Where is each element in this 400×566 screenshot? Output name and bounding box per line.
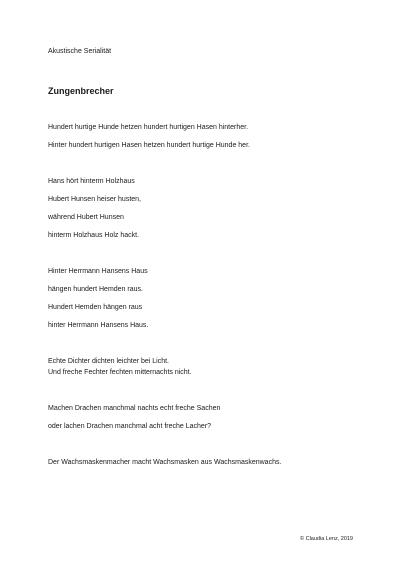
verse-line: Der Wachsmaskenmacher macht Wachsmasken aus Wachsmaskenwachs.: [48, 459, 282, 466]
verse-line: oder lachen Drachen manchmal acht freche Lacher?: [48, 423, 212, 430]
verse-line: während Hubert Hunsen: [48, 214, 124, 221]
verse-line: Hubert Hunsen heiser husten,: [48, 196, 141, 203]
verse-line: Echte Dichter dichten leichter bei Licht.: [48, 358, 170, 365]
verse-line: Und freche Fechter fechten mitternachts nicht.: [48, 369, 192, 376]
verse-line: Machen Drachen manchmal nachts echt freche Sachen: [48, 405, 221, 412]
verse-line: Hans hört hinterm Holzhaus: [48, 178, 135, 185]
verse-line: hängen hundert Hemden raus.: [48, 286, 143, 293]
page-title: Zungenbrecher: [48, 86, 114, 96]
verse-line: Hinter Herrmann Hansens Haus: [48, 268, 148, 275]
verse-line: hinter Herrmann Hansens Haus.: [48, 322, 149, 329]
copyright-notice: © Claudia Lenz, 2019: [300, 536, 353, 542]
verse-line: Hundert Hemden hängen raus: [48, 304, 143, 311]
verse-line: Hinter hundert hurtigen Hasen hetzen hundert hurtige Hunde her.: [48, 142, 250, 149]
section-header: Akustische Serialität: [48, 48, 112, 55]
verse-line: hinterm Holzhaus Holz hackt.: [48, 232, 140, 239]
verse-line: Hundert hurtige Hunde hetzen hundert hurtigen Hasen hinterher.: [48, 124, 249, 131]
